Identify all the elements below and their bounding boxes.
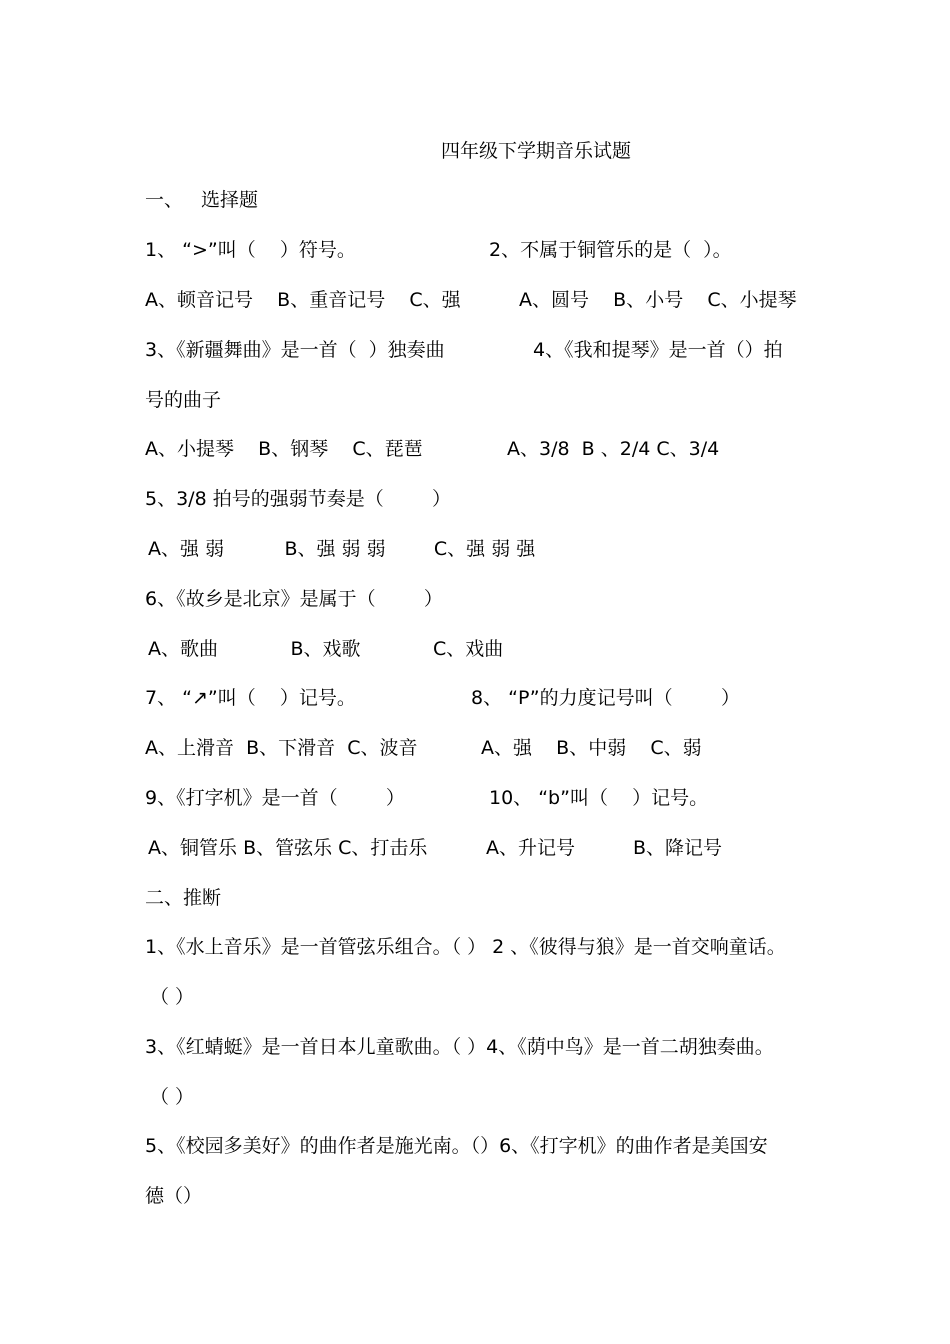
question-5: 5、3/8 拍号的强弱节奏是（ ）	[145, 488, 452, 510]
question-10: 10、 “b”叫（ ）记号。	[489, 787, 709, 809]
judgement-2-continued: （ ）	[150, 986, 195, 1008]
question-8: 8、 “P”的力度记号叫（ ）	[471, 687, 740, 709]
question-1-options: A、顿音记号 B、重音记号 C、强	[145, 289, 461, 311]
question-4: 4、《我和提琴》是一首（）拍	[533, 339, 783, 361]
question-2-options: A、圆号 B、小号 C、小提琴	[519, 289, 797, 311]
section1-heading: 选择题	[201, 189, 259, 211]
question-10-option-b: B、降记号	[633, 837, 723, 859]
question-3: 3、《新疆舞曲》是一首（ ）独奏曲	[145, 339, 445, 361]
page-title: 四年级下学期音乐试题	[441, 140, 632, 162]
judgement-4-continued: （ ）	[150, 1086, 195, 1108]
question-10-option-a: A、升记号	[486, 837, 575, 859]
question-9: 9、《打字机》是一首（ ）	[145, 787, 405, 809]
judgement-3-4: 3、《红蜻蜓》是一首日本儿童歌曲。（ ）4、《荫中鸟》是一首二胡独奏曲。	[145, 1036, 774, 1058]
question-3-options: A、小提琴 B、钢琴 C、琵琶	[145, 438, 423, 460]
section1-heading-number: 一、	[145, 189, 184, 211]
judgement-5-6: 5、《校园多美好》的曲作者是施光南。（）6、《打字机》的曲作者是美国安	[145, 1135, 768, 1157]
question-6-options: A、歌曲 B、戏歌 C、戏曲	[142, 638, 504, 660]
question-4-options: A、3/8 B 、2/4 C、3/4	[507, 438, 720, 460]
question-8-options: A、强 B、中弱 C、弱	[481, 737, 702, 759]
judgement-6-continued: 德（）	[145, 1185, 203, 1207]
question-6: 6、《故乡是北京》是属于（ ）	[145, 588, 443, 610]
judgement-1-2: 1、《水上音乐》是一首管弦乐组合。（ ） 2 、《彼得与狼》是一首交响童话。	[145, 936, 786, 958]
question-7-options: A、上滑音 B、下滑音 C、波音	[145, 737, 418, 759]
question-5-options: A、强 弱 B、强 弱 弱 C、强 弱 强	[142, 538, 536, 560]
question-1: 1、 “>”叫（ ）符号。	[145, 239, 356, 261]
section2-heading: 二、推断	[145, 887, 222, 909]
question-9-options: A、铜管乐 B、管弦乐 C、打击乐	[142, 837, 428, 859]
question-2: 2、不属于铜管乐的是（ ）。	[489, 239, 732, 261]
question-7: 7、 “↗”叫（ ）记号。	[145, 687, 356, 709]
question-4-continued: 号的曲子	[145, 389, 222, 411]
